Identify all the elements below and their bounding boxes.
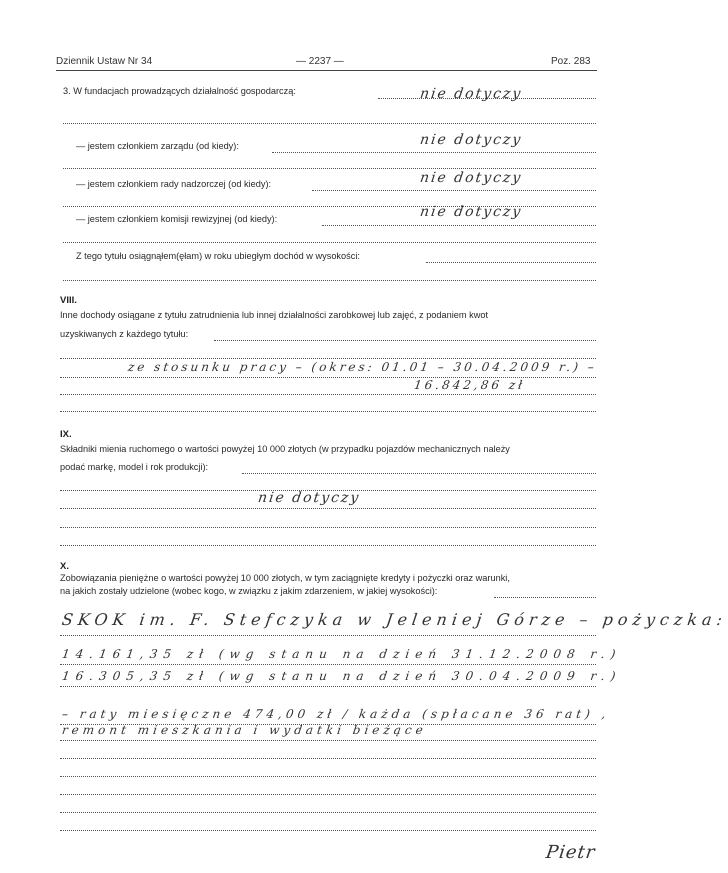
section3-income-dots bbox=[426, 262, 596, 263]
section9-answer: nie dotyczy bbox=[256, 490, 362, 506]
section10-dots-7 bbox=[60, 776, 596, 777]
header-rule bbox=[56, 70, 597, 71]
section8-dots-3 bbox=[60, 394, 596, 395]
section10-number: X. bbox=[60, 561, 69, 572]
section9-line1: Składniki mienia ruchomego o wartości powyżej 10 000 złotych (w przypadku pojazdów mechanicznych należy bbox=[60, 444, 510, 454]
section3-item-audit-dots bbox=[322, 225, 596, 226]
section9-line2-dots bbox=[242, 473, 596, 474]
section10-dots-2 bbox=[60, 664, 596, 665]
section3-dots-4 bbox=[63, 242, 596, 243]
section3-item-board-label: — jestem członkiem zarządu (od kiedy): bbox=[76, 141, 239, 151]
section9-number: IX. bbox=[60, 429, 72, 440]
section3-item-board-answer: nie dotyczy bbox=[418, 132, 524, 148]
section3-item-audit-answer: nie dotyczy bbox=[418, 204, 524, 220]
section9-dots-2 bbox=[60, 508, 596, 509]
section3-item-audit-label: — jestem członkiem komisji rewizyjnej (od kiedy): bbox=[76, 214, 278, 224]
section10-answer-5: remont mieszkania i wydatki bieżące bbox=[61, 723, 428, 737]
section8-line2: uzyskiwanych z każdego tytułu: bbox=[60, 329, 189, 339]
section9-dots-3 bbox=[60, 527, 596, 528]
section3-title: 3. W fundacjach prowadzących działalność gospodarczą: bbox=[63, 86, 296, 96]
section3-item-supervisory-answer: nie dotyczy bbox=[418, 170, 524, 186]
section3-item-supervisory-label: — jestem członkiem rady nadzorczej (od kiedy): bbox=[76, 179, 272, 189]
section10-dots-1 bbox=[60, 635, 596, 636]
section10-answer-3: 16.305,35 zł (wg stanu na dzień 30.04.2009 r.) bbox=[61, 669, 623, 683]
section10-dots-5 bbox=[60, 740, 596, 741]
section10-dots-6 bbox=[60, 758, 596, 759]
section3-item-supervisory-dots bbox=[312, 190, 596, 191]
section8-line1: Inne dochody osiągane z tytułu zatrudnienia lub innej działalności zarobkowej lub zajęć, z podaniem kwot bbox=[60, 310, 488, 320]
section10-line2-dots bbox=[494, 597, 596, 598]
section3-income-label: Z tego tytułu osiągnąłem(ęłam) w roku ubiegłym dochód w wysokości: bbox=[76, 251, 360, 261]
section10-dots-9 bbox=[60, 812, 596, 813]
section10-dots-8 bbox=[60, 794, 596, 795]
section10-dots-10 bbox=[60, 830, 596, 831]
position-number: Poz. 283 bbox=[551, 56, 591, 67]
section3-title-answer: nie dotyczy bbox=[418, 86, 524, 102]
section8-dots-4 bbox=[60, 411, 596, 412]
section10-answer-2: 14.161,35 zł (wg stanu na dzień 31.12.2008 r.) bbox=[61, 647, 623, 661]
section3-item-board-dots bbox=[272, 152, 596, 153]
section9-line2: podać markę, model i rok produkcji): bbox=[60, 462, 209, 472]
section10-line2: na jakich zostały udzielone (wobec kogo, w związku z jakim zdarzeniem, w jakiej wysokości): bbox=[60, 586, 438, 596]
journal-name: Dziennik Ustaw Nr 34 bbox=[56, 56, 153, 67]
section3-dots-5 bbox=[63, 280, 596, 281]
section3-dots-2 bbox=[63, 168, 596, 169]
signature: Pietr bbox=[544, 842, 597, 863]
section10-dots-3 bbox=[60, 686, 596, 687]
section9-dots-4 bbox=[60, 545, 596, 546]
page-number: — 2237 — bbox=[296, 56, 344, 67]
section8-answer-2: 16.842,86 zł bbox=[413, 378, 527, 392]
section3-dots-1 bbox=[63, 123, 596, 124]
section8-answer-1: ze stosunku pracy – (okres: 01.01 – 30.04.2009 r.) – bbox=[127, 360, 598, 374]
section10-answer-4: – raty miesięczne 474,00 zł / każda (spłacane 36 rat) , bbox=[61, 707, 611, 721]
section10-line1: Zobowiązania pieniężne o wartości powyżej 10 000 złotych, w tym zaciągnięte kredyty i pożyczki oraz warunki, bbox=[60, 573, 510, 583]
section8-number: VIII. bbox=[60, 295, 77, 306]
section10-answer-1: SKOK im. F. Stefczyka w Jeleniej Górze – pożyczka: bbox=[60, 610, 728, 629]
section8-dots-1 bbox=[60, 358, 596, 359]
section8-line2-dots bbox=[214, 340, 596, 341]
